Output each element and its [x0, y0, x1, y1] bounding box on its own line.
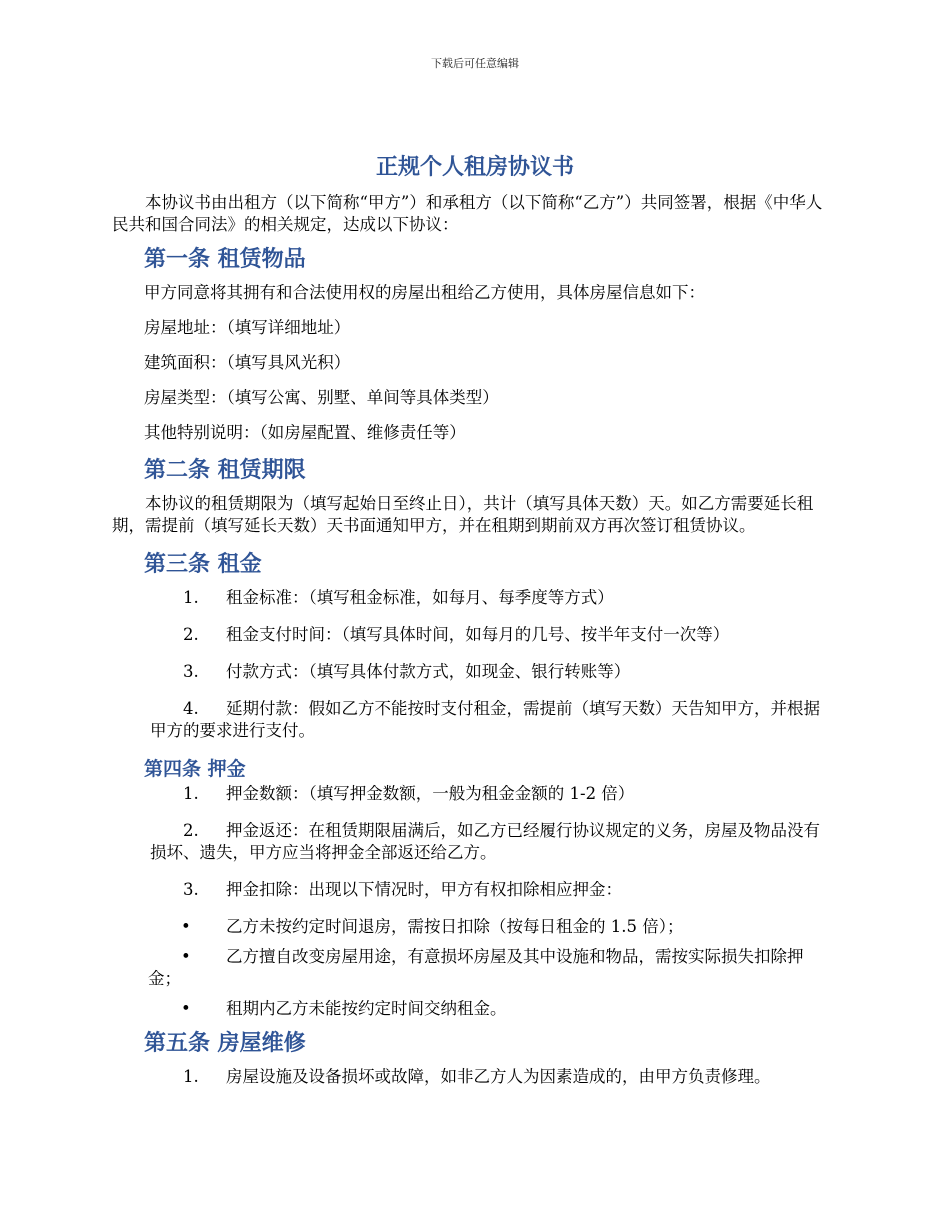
bullet-text: 乙方擅自改变房屋用途，有意损坏房屋及其中设施和物品，需按实际损失扣除押金；	[148, 947, 804, 988]
item-number: 1.	[183, 1067, 199, 1086]
section-3-heading: 第三条 租金	[144, 552, 262, 577]
section-3-item	[150, 624, 836, 646]
section-4-bullet	[148, 916, 836, 938]
section-4-bullet	[148, 998, 836, 1020]
section-4-item	[150, 879, 836, 901]
document-title: 正规个人租房协议书	[375, 155, 574, 180]
section-3-item	[150, 698, 836, 742]
item-text: 房屋设施及设备损坏或故障，如非乙方人为因素造成的，由甲方负责修理。	[226, 1067, 771, 1086]
intro-paragraph: 本协议书由出租方（以下简称“甲方”）和承租方（以下简称“乙方”）共同签署，根据《中华人民共和国合同法》的相关规定，达成以下协议：	[112, 193, 823, 234]
item-text: 押金扣除：出现以下情况时，甲方有权扣除相应押金：	[226, 880, 622, 899]
section-3-item	[150, 661, 836, 683]
item-text: 押金数额：（填写押金数额，一般为租金金额的 1-2 倍）	[226, 784, 635, 803]
section-1-notes: 其他特别说明：（如房屋配置、维修责任等）	[144, 423, 466, 442]
item-number: 3.	[183, 662, 199, 681]
section-2-heading: 第二条 租赁期限	[144, 458, 306, 483]
document-body	[112, 192, 836, 1103]
section-4-heading: 第四条 押金	[144, 758, 246, 780]
section-2-paragraph: 本协议的租赁期限为（填写起始日至终止日），共计（填写具体天数）天。如乙方需要延长租期，需提前（填写延长天数）天书面通知甲方，并在租期到期前双方再次签订租赁协议。	[112, 494, 814, 535]
item-text: 租金支付时间：（填写具体时间，如每月的几号、按半年支付一次等）	[226, 625, 730, 644]
bullet-text: 租期内乙方未能按约定时间交纳租金。	[226, 999, 507, 1018]
section-4-item	[150, 783, 836, 805]
section-1-type: 房屋类型：（填写公寓、别墅、单间等具体类型）	[144, 388, 499, 407]
section-1-address: 房屋地址：（填写详细地址）	[144, 318, 351, 337]
section-5-heading: 第五条 房屋维修	[144, 1031, 306, 1056]
bullet-icon: •	[181, 917, 191, 936]
section-1-area: 建筑面积：（填写具风光积）	[144, 353, 351, 372]
item-text: 押金返还：在租赁期限届满后，如乙方已经履行协议规定的义务，房屋及物品没有损坏、遗失，甲方应当将押金全部返还给乙方。	[150, 821, 820, 862]
bullet-text: 乙方未按约定时间退房，需按日扣除（按每日租金的 1.5 倍）；	[226, 917, 684, 936]
section-1-heading: 第一条 租赁物品	[144, 247, 306, 272]
section-4-bullet	[148, 946, 836, 990]
bullet-icon: •	[181, 947, 191, 966]
section-4-item	[150, 820, 836, 864]
item-number: 3.	[183, 880, 199, 899]
bullet-icon: •	[181, 999, 191, 1018]
item-number: 2.	[183, 821, 199, 840]
item-text: 付款方式：（填写具体付款方式，如现金、银行转账等）	[226, 662, 631, 681]
item-number: 1.	[183, 784, 199, 803]
item-text: 延期付款：假如乙方不能按时支付租金，需提前（填写天数）天告知甲方，并根据甲方的要求进行支付。	[150, 699, 820, 740]
item-number: 4.	[183, 699, 199, 718]
section-1-paragraph: 甲方同意将其拥有和合法使用权的房屋出租给乙方使用，具体房屋信息如下：	[144, 283, 705, 302]
page-header-note: 下载后可任意编辑	[431, 57, 519, 70]
item-number: 1.	[183, 588, 199, 607]
section-3-item	[150, 587, 836, 609]
item-text: 租金标准：（填写租金标准，如每月、每季度等方式）	[226, 588, 614, 607]
section-5-item	[150, 1066, 836, 1088]
item-number: 2.	[183, 625, 199, 644]
